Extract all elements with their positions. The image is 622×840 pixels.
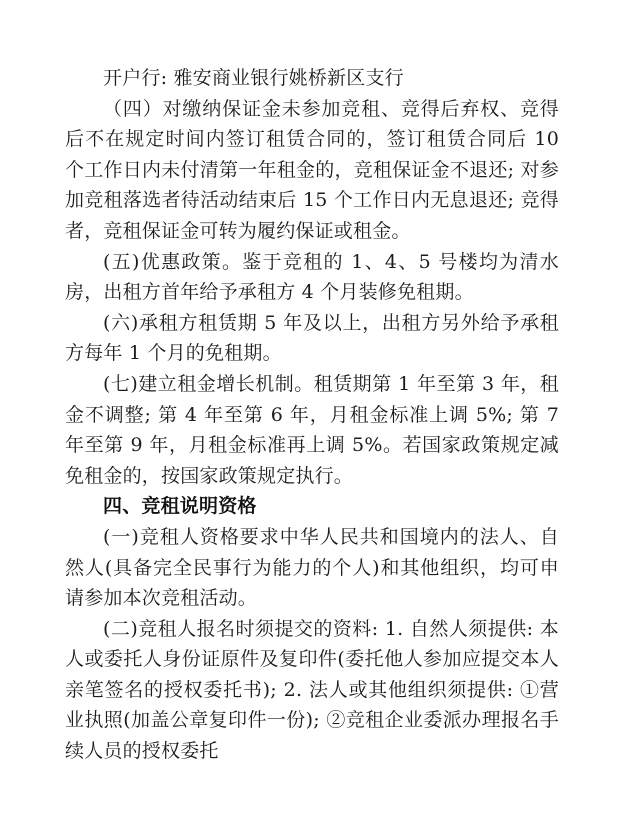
paragraph-item-7-rent-growth-mechanism: (七)建立租金增长机制。租赁期第 1 年至第 3 年，租金不调整; 第 4 年至第 6 年，月租金标准上调 5%; 第 7 年至第 9 年，月租金标准再上调 5%。若国家政策规定减免租金的，按国家政策规定执行。	[65, 372, 559, 487]
paragraph-item-1-bidder-qualification: (一)竞租人资格要求中华人民共和国境内的法人、自然人(具备完全民事行为能力的个人)和其他组织，均可申请参加本次竞租活动。	[65, 525, 559, 610]
document-text-block	[65, 63, 559, 767]
paragraph-bank-account-line: 开户行: 雅安商业银行姚桥新区支行	[103, 67, 404, 89]
section-heading-qualification: 四、竞租说明资格	[103, 495, 257, 518]
paragraph-item-5-preferential-policy: (五)优惠政策。鉴于竞租的 1、4、5 号楼均为清水房，出租方首年给予承租方 4 个月装修免租期。	[65, 250, 559, 304]
paragraph-item-4-deposit-terms: （四）对缴纳保证金未参加竞租、竞得后弃权、竞得后不在规定时间内签订租赁合同的，签订租赁合同后 10 个工作日内未付清第一年租金的，竞租保证金不退还; 对参加竞租落选者待活动结束后 15 个工作日内无息退还; 竞得者，竞租保证金可转为履约保证或租金。	[65, 97, 559, 242]
paragraph-item-2-registration-materials: (二)竞租人报名时须提交的资料: 1. 自然人须提供: 本人或委托人身份证原件及复印件(委托他人参加应提交本人亲笔签名的授权委托书); 2. 法人或其他组织须提供: ①营业执照(加盖公章复印件一份); ②竞租企业委派办理报名手续人员的授权委托	[65, 617, 559, 763]
paragraph-item-6-lease-term-benefit: (六)承租方租赁期 5 年及以上，出租方另外给予承租方每年 1 个月的免租期。	[65, 311, 559, 365]
